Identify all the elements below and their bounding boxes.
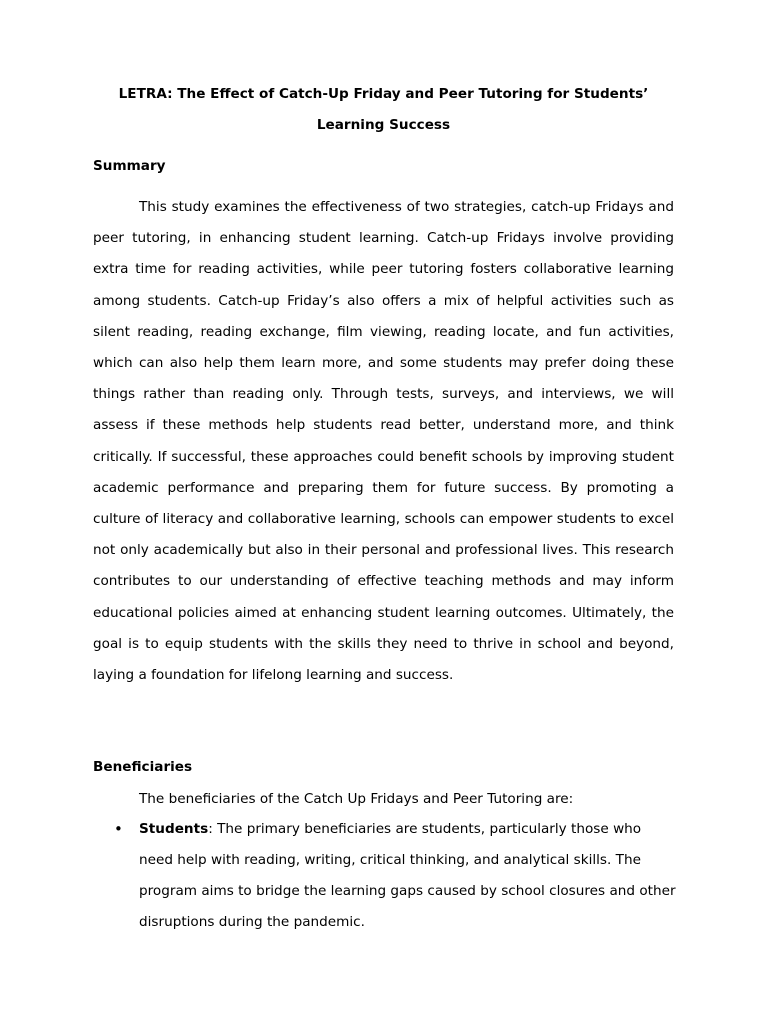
beneficiaries-heading: Beneficiaries: [93, 759, 193, 775]
beneficiaries-intro: The beneficiaries of the Catch Up Fridays and Peer Tutoring are:: [139, 791, 574, 807]
beneficiaries-list: [114, 814, 679, 938]
summary-heading: Summary: [93, 158, 166, 174]
list-item: [114, 814, 679, 938]
summary-paragraph: This study examines the effectiveness of two strategies, catch-up Fridays and peer tutoring, in enhancing student learning. Catch-up Fridays involve providing extra time for reading activities, while peer tutoring fosters collaborative learning among students. Catch-up Friday’s also offers a mix of helpful activities such as silent reading, reading exchange, film viewing, reading locate, and fun activities, which can also help them learn more, and some students may prefer doing these things rather than reading only. Through tests, surveys, and interviews, we will assess if these methods help students read better, understand more, and think critically. If successful, these approaches could benefit schools by improving student academic performance and preparing them for future success. By promoting a culture of literacy and collaborative learning, schools can empower students to excel not only academically but also in their personal and professional lives. This research contributes to our understanding of effective teaching methods and may inform educational policies aimed at enhancing student learning outcomes. Ultimately, the goal is to equip students with the skills they need to thrive in school and beyond, laying a foundation for lifelong learning and success.: [93, 199, 674, 684]
bullet-icon: •: [114, 820, 123, 838]
beneficiary-term: Students: [139, 821, 209, 837]
document-title: LETRA: The Effect of Catch-Up Friday and Peer Tutoring for Students’ Learning Success: [118, 86, 649, 133]
beneficiary-description: : The primary beneficiaries are students, particularly those who need help with reading, writing, critical thinking, and analytical skills. The program aims to bridge the learning gaps caused by school closures and other disruptions during the pandemic.: [139, 821, 676, 930]
